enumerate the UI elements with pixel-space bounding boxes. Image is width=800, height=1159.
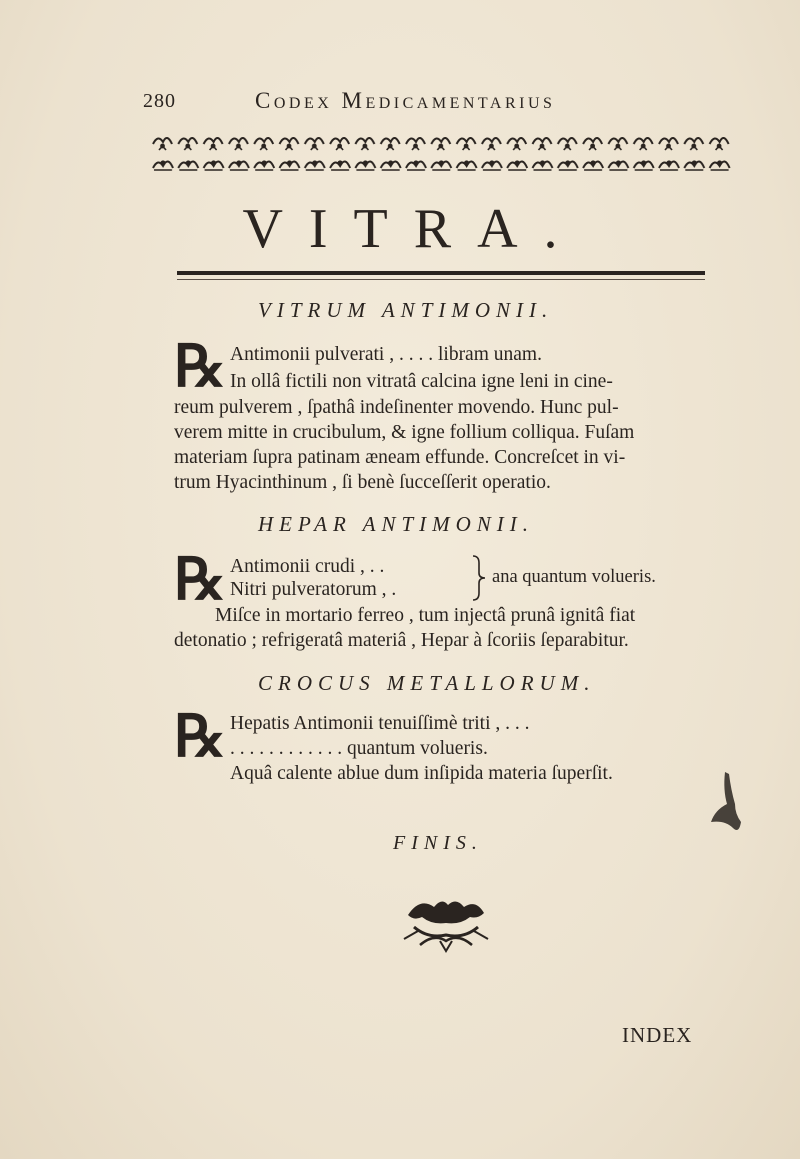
recipe-line: Aquâ calente ablue dum inſipida materia ſuperſit. <box>230 763 613 784</box>
recipe-line: Miſce in mortario ferreo , tum injectâ prunâ ignitâ fiat <box>215 605 636 626</box>
ingredient-quantity: ana quantum volueris. <box>492 567 656 587</box>
running-header <box>143 88 663 118</box>
recipe-line: detonatio ; refrigeratâ materiâ , Hepar à ſcoriis ſeparabitur. <box>174 630 629 651</box>
svg-text:℞: ℞ <box>174 553 226 605</box>
finis-text: FINIS. <box>393 832 483 854</box>
catchword: INDEX <box>622 1023 693 1047</box>
section-title: VITRA. <box>242 198 584 260</box>
recipe-line: reum pulverem , ſpathâ indeſinenter movendo. Hunc pul- <box>174 397 619 418</box>
svg-text:℞: ℞ <box>174 340 226 392</box>
ornament-border <box>150 130 732 178</box>
thin-rule <box>177 279 705 280</box>
recipe-title-crocus: CROCUS METALLORUM. <box>258 671 596 695</box>
recipe-line: materiam ſupra patinam æneam effunde. Concreſcet in vi- <box>174 447 626 468</box>
bracket-brace-icon <box>470 553 490 603</box>
page-number: 280 <box>143 90 176 112</box>
recipe-line: verem mitte in crucibulum, & igne follium colliqua. Fuſam <box>174 422 635 443</box>
recipe-title-vitrum: VITRUM ANTIMONII. <box>258 298 554 322</box>
ink-blot-icon <box>695 770 743 840</box>
recipe-line: In ollâ fictili non vitratâ calcina igne leni in cine- <box>230 371 613 392</box>
tailpiece-ornament-icon <box>400 895 492 953</box>
recipe-line: Hepatis Antimonii tenuiſſimè triti , . . . <box>230 713 530 734</box>
recipe-symbol-icon <box>174 553 230 605</box>
running-title: Codex Medicamentarius <box>255 88 556 113</box>
recipe-line: trum Hyacinthinum , ſi benè ſucceſſerit operatio. <box>174 472 551 493</box>
svg-text:℞: ℞ <box>174 710 226 762</box>
ingredient-line: Nitri pulveratorum , . <box>230 579 397 600</box>
recipe-line: Antimonii pulverati , . . . . libram unam. <box>230 344 542 365</box>
recipe-symbol-icon <box>174 340 230 392</box>
recipe-symbol-icon <box>174 710 230 762</box>
thick-rule <box>177 271 705 275</box>
ingredient-line: Antimonii crudi , . . <box>230 556 385 577</box>
recipe-line: . . . . . . . . . . . . quantum volueris. <box>230 738 488 759</box>
recipe-title-hepar: HEPAR ANTIMONII. <box>258 512 535 536</box>
